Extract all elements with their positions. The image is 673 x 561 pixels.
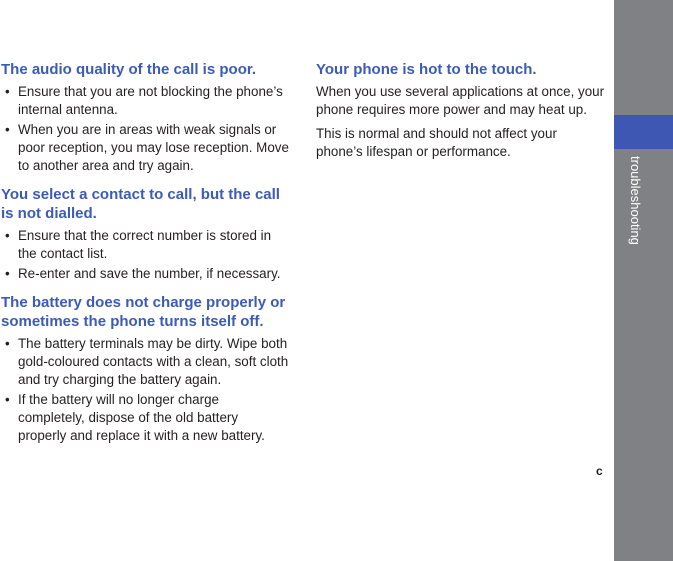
bullet-list: [1, 83, 289, 175]
side-tab-label: troubleshooting: [628, 156, 643, 245]
bullet-list: [1, 335, 289, 445]
section-heading: Your phone is hot to the touch.: [316, 61, 537, 78]
bullet-item: • When you are in areas with weak signals or poor reception, you may lose reception. Move to another area and try again.: [1, 121, 289, 175]
bullet-list: [1, 227, 289, 283]
section-phone-hot: [316, 60, 606, 161]
side-tab-bar: [614, 0, 673, 561]
bullet-item: • Ensure that you are not blocking the phone’s internal antenna.: [1, 83, 289, 119]
paragraph: This is normal and should not affect your phone’s lifespan or performance.: [316, 126, 557, 159]
bullet-item: • Ensure that the correct number is stored in the contact list.: [1, 227, 289, 263]
section-heading: The audio quality of the call is poor.: [1, 61, 257, 78]
section-call-not-dialled: [1, 185, 289, 283]
section-battery-charge: [1, 293, 289, 445]
side-tab-highlight: [614, 115, 673, 149]
bullet-item: • The battery terminals may be dirty. Wipe both gold-coloured contacts with a clean, soft cloth and try charging the battery again.: [1, 335, 289, 389]
paragraph: When you use several applications at once, your phone requires more power and may heat up.: [316, 84, 605, 117]
section-heading: You select a contact to call, but the call is not dialled.: [1, 186, 280, 222]
right-column: [316, 60, 606, 161]
left-column: [1, 60, 289, 447]
page-marker: c: [596, 464, 603, 478]
bullet-item: • Re-enter and save the number, if necessary.: [1, 265, 289, 283]
bullet-item: • If the battery will no longer charge completely, dispose of the old battery properly and replace it with a new battery.: [1, 391, 289, 445]
section-heading: The battery does not charge properly or sometimes the phone turns itself off.: [1, 294, 286, 330]
section-audio-quality: [1, 60, 289, 175]
